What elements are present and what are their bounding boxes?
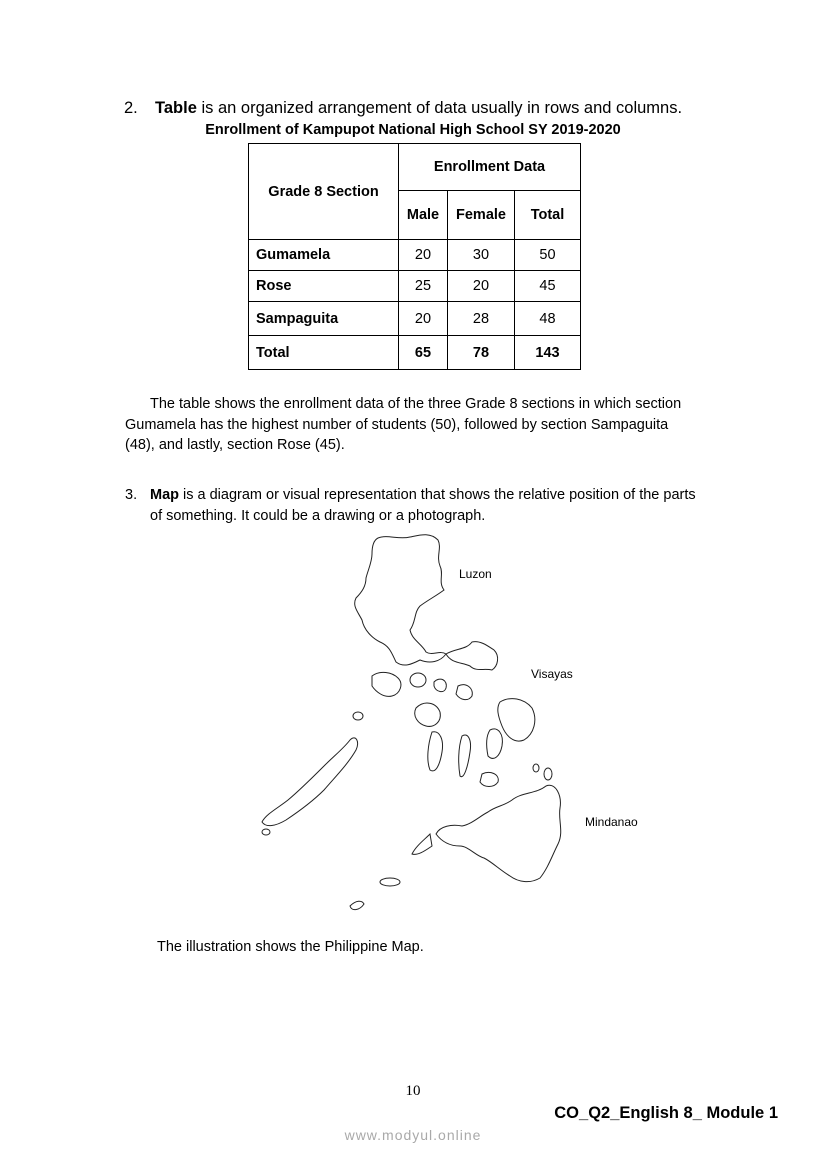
luzon-southeast — [446, 642, 498, 670]
row-section: Rose — [249, 271, 399, 302]
mindoro-island — [372, 672, 401, 696]
negros-island — [428, 732, 443, 771]
mindanao-island — [436, 785, 561, 881]
watermark: www.modyul.online — [344, 1127, 482, 1143]
table-title: Enrollment of Kampupot National High School SY 2019-2020 — [205, 122, 621, 138]
label-mindanao: Mindanao — [585, 815, 638, 829]
leyte-island — [487, 729, 503, 758]
row-section: Total — [249, 336, 399, 370]
module-footer: CO_Q2_English 8_ Module 1 — [554, 1104, 778, 1122]
panay-island — [415, 703, 441, 726]
sulu-islet — [350, 901, 364, 909]
page-number: 10 — [405, 1083, 421, 1099]
romblon-island — [434, 679, 446, 692]
bohol-island — [480, 772, 498, 786]
row-female: 78 — [448, 336, 515, 370]
marinduque-island — [410, 673, 426, 687]
luzon-island — [355, 535, 446, 665]
map-caption: The illustration shows the Philippine Map. — [157, 939, 424, 955]
row-male: 25 — [399, 271, 448, 302]
header-female: Female — [448, 191, 515, 240]
palawan-island — [262, 738, 358, 826]
paragraph-line: Gumamela has the highest number of students (50), followed by section Sampaguita — [125, 416, 669, 433]
header-total: Total — [515, 191, 581, 240]
row-female: 30 — [448, 240, 515, 271]
paragraph-line: (48), and lastly, section Rose (45). — [125, 437, 345, 453]
item-2-number: 2. — [124, 99, 138, 117]
paragraph-line: The table shows the enrollment data of the three Grade 8 sections in which section — [150, 396, 682, 412]
item-3-definition: is a diagram or visual representation that shows the relative position of the parts — [179, 487, 696, 503]
item-2-term: Table — [155, 99, 197, 117]
row-total: 45 — [515, 271, 581, 302]
islet — [544, 768, 552, 780]
samar-island — [498, 699, 535, 741]
item-3-term: Map — [150, 487, 179, 503]
header-grade-section: Grade 8 Section — [249, 144, 399, 240]
row-total: 143 — [515, 336, 581, 370]
row-total: 48 — [515, 302, 581, 336]
label-luzon: Luzon — [459, 567, 492, 581]
row-male: 65 — [399, 336, 448, 370]
zamboanga-peninsula — [412, 834, 432, 854]
row-female: 20 — [448, 271, 515, 302]
item-3-definition-cont: of something. It could be a drawing or a photograph. — [150, 507, 486, 524]
row-female: 28 — [448, 302, 515, 336]
header-enrollment-data: Enrollment Data — [399, 144, 581, 191]
basilan-island — [380, 878, 400, 886]
busuanga-island — [353, 712, 363, 720]
item-2-definition: is an organized arrangement of data usually in rows and columns. — [196, 99, 683, 117]
header-male: Male — [399, 191, 448, 240]
row-total: 50 — [515, 240, 581, 271]
row-section: Sampaguita — [249, 302, 399, 336]
islet — [262, 829, 270, 835]
label-visayas: Visayas — [531, 667, 573, 681]
row-male: 20 — [399, 302, 448, 336]
cebu-island — [459, 735, 471, 777]
row-male: 20 — [399, 240, 448, 271]
islet — [533, 764, 539, 772]
item-3-number: 3. — [125, 487, 138, 503]
masbate-island — [456, 685, 472, 700]
row-section: Gumamela — [249, 240, 399, 271]
